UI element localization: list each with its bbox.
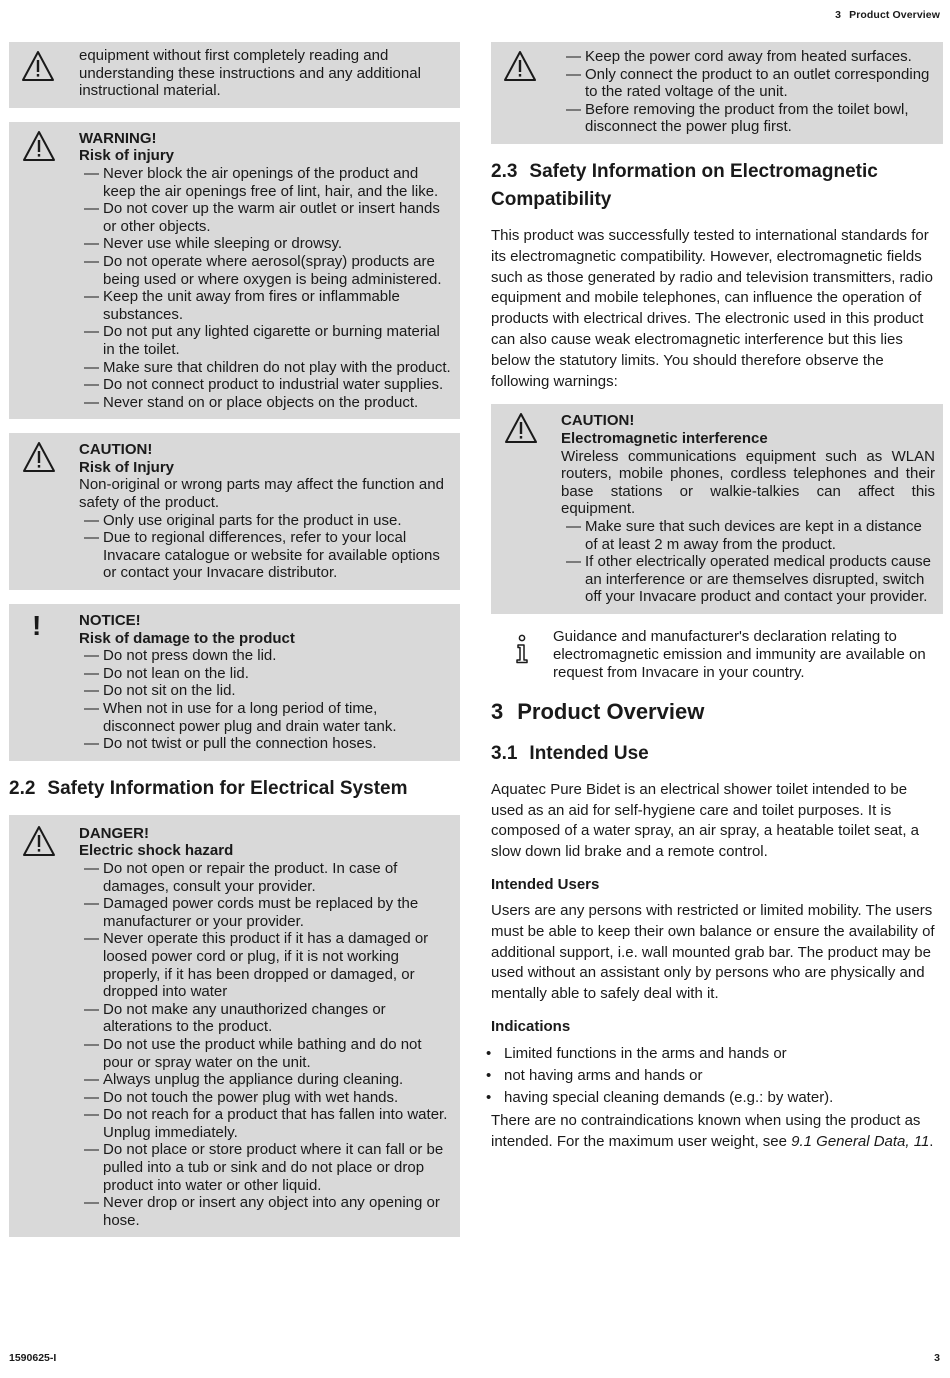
section-number: 2.3 [491,160,518,182]
danger-list [79,860,452,1229]
list-item: • Limited functions in the arms and hands or [491,1043,943,1065]
list-item: — Make sure that such devices are kept in a distance of at least 2 m away from the product. [561,518,935,553]
list-item: — Do not twist or pull the connection hoses. [79,735,452,753]
warning-triangle-icon [22,825,56,857]
warning-triangle-icon [21,50,55,82]
caution-text: Non-original or wrong parts may affect the function and safety of the product. [79,476,444,512]
warning-box-continued [9,42,460,108]
caution-list [561,518,935,606]
list-item: — Before removing the product from the toilet bowl, disconnect the power plug first. [561,101,935,136]
list-item: — Do not use the product while bathing and do not pour or spray water on the unit. [79,1036,452,1071]
list-item: — Do not operate where aerosol(spray) products are being used or where oxygen is being administered. [79,253,452,288]
caution-injury-box [9,433,460,590]
warning-title: WARNING! [79,129,157,147]
continued-text: equipment without first completely reading and understanding these instructions and any additional instructional material. [79,47,421,100]
list-item: — Do not press down the lid. [79,647,452,665]
closing-text: There are no contraindications known when using the product as intended. For the maximum user weight, see [491,1112,921,1150]
intended-users-text: Users are any persons with restricted or limited mobility. The users must be able to keep their own balance or ensure the availability of additional support, i.e. wall mounted grab bar. The product may be used without an assistant only by persons who are physically and mentally able to safely deal with it. [491,902,935,1003]
list-item: — Only connect the product to an outlet corresponding to the rated voltage of the unit. [561,66,935,101]
list-item: — Do not place or store product where it can fall or be pulled into a tub or sink and do not place or drop product into water or other liquid. [79,1141,452,1194]
notice-subtitle: Risk of damage to the product [79,629,295,647]
list-item: — Do not touch the power plug with wet hands. [79,1089,452,1107]
indications-closing [491,1111,943,1153]
danger-subtitle: Electric shock hazard [79,842,234,860]
danger-title: DANGER! [79,824,149,842]
section-number: 3.1 [491,742,518,764]
indications-heading: Indications [491,1018,571,1036]
emc-paragraph: This product was successfully tested to international standards for its electromagnetic compatibility. However, electromagnetic fields such as those generated by radio and television transmitters, radio equipment and mobile telephones, can influence the operation of products with electrical drives. The electronic used in this product can also cause weak electromagnetic interference but this lies below the statutory limits. You should therefore observe the following warnings: [491,226,933,390]
danger-box-continued [491,42,943,144]
list-item: — Never use while sleeping or drowsy. [79,235,452,253]
list-item: — Keep the unit away from fires or inflammable substances. [79,288,452,323]
list-item: — Never drop or insert any object into any opening or hose. [79,1194,452,1229]
danger-shock-box [9,815,460,1238]
list-item: — Do not connect product to industrial water supplies. [79,376,452,394]
section-heading-2-2 [9,775,460,803]
warning-injury-box [9,122,460,420]
chapter-heading-3 [491,698,943,726]
running-header [835,9,940,21]
caution-emi-box [491,404,943,614]
notice-damage-box [9,604,460,761]
caution-subtitle: Risk of Injury [79,458,175,476]
list-item: — Do not make any unauthorized changes or alterations to the product. [79,1001,452,1036]
warning-subtitle: Risk of injury [79,147,175,165]
caution-title: CAUTION! [561,412,635,430]
section-title: Safety Information for Electrical System [47,777,408,799]
list-item: — Do not reach for a product that has fallen into water. Unplug immediately. [79,1106,452,1141]
list-item: — Never operate this product if it has a damaged or loosed power cord or plug, if it is not working properly, if it has been dropped or damaged, or dropped into water [79,930,452,1000]
continued-list [561,48,935,136]
notice-title: NOTICE! [79,612,141,630]
caution-text: Wireless communications equipment such as WLAN routers, mobile phones, cordless telephones and their base stations or walkie-talkies can affect this equipment. [561,447,935,518]
warning-triangle-icon [22,130,56,162]
section-number: 2.2 [9,777,36,799]
list-item: — When not in use for a long period of time, disconnect power plug and drain water tank. [79,700,452,735]
section-title: Safety Information on Electromagnetic Compatibility [491,160,878,210]
info-note [491,628,943,682]
warning-triangle-icon [504,412,538,444]
chapter-title: Product Overview [849,9,940,21]
section-heading-3-1 [491,740,943,768]
list-item: — Only use original parts for the product in use. [79,512,452,530]
info-text: Guidance and manufacturer's declaration relating to electromagnetic emission and immunity are available on request from Invacare in your country. [553,627,926,681]
warning-list [79,165,452,411]
caution-list [79,512,452,582]
section-heading-2-3 [491,158,943,214]
list-item: — Do not sit on the lid. [79,682,452,700]
list-item: — If other electrically operated medical products cause an interference or are themselves disrupted, switch off your Invacare product and contact your provider. [561,553,935,606]
right-column [491,42,943,1165]
list-item: — Always unplug the appliance during cleaning. [79,1071,452,1089]
chapter-number: 3 [835,9,842,21]
page-number: 3 [934,1352,940,1364]
list-item: — Damaged power cords must be replaced by the manufacturer or your provider. [79,895,452,930]
list-item: — Do not put any lighted cigarette or burning material in the toilet. [79,323,452,358]
section-title: Intended Use [529,742,649,764]
exclamation-icon: ! [32,610,42,642]
list-item: — Due to regional differences, refer to your local Invacare catalogue or website for available options or contact your Invacare distributor. [79,529,452,582]
info-icon [513,634,531,664]
chapter-title: Product Overview [517,698,705,724]
notice-list [79,647,452,753]
warning-triangle-icon [503,50,537,82]
list-item: — Never stand on or place objects on the product. [79,394,452,412]
list-item: — Make sure that children do not play with the product. [79,359,452,377]
warning-triangle-icon [22,441,56,473]
doc-number: 1590625-I [9,1352,57,1364]
indications-list [491,1043,943,1109]
list-item: — Do not cover up the warm air outlet or insert hands or other objects. [79,200,452,235]
list-item: — Never block the air openings of the product and keep the air openings free of lint, hair, and the like. [79,165,452,200]
list-item: — Do not open or repair the product. In case of damages, consult your provider. [79,860,452,895]
chapter-number: 3 [491,698,504,724]
list-item: — Do not lean on the lid. [79,665,452,683]
closing-end: . [929,1132,934,1150]
left-column [9,42,460,1251]
intended-use-paragraph: Aquatec Pure Bidet is an electrical shower toilet intended to be used as an aid for self-hygiene care and toilet purposes. It is composed of a water spray, an air spray, a heatable toilet seat, a slow down lid brake and a remote control. [491,780,920,861]
list-item: • having special cleaning demands (e.g.: by water). [491,1087,943,1109]
cross-reference-link[interactable]: 9.1 General Data, 11 [791,1132,930,1150]
list-item: — Keep the power cord away from heated surfaces. [561,48,935,66]
caution-title: CAUTION! [79,441,153,459]
caution-subtitle: Electromagnetic interference [561,429,768,447]
list-item: • not having arms and hands or [491,1065,943,1087]
intended-users-heading: Intended Users [491,876,600,894]
